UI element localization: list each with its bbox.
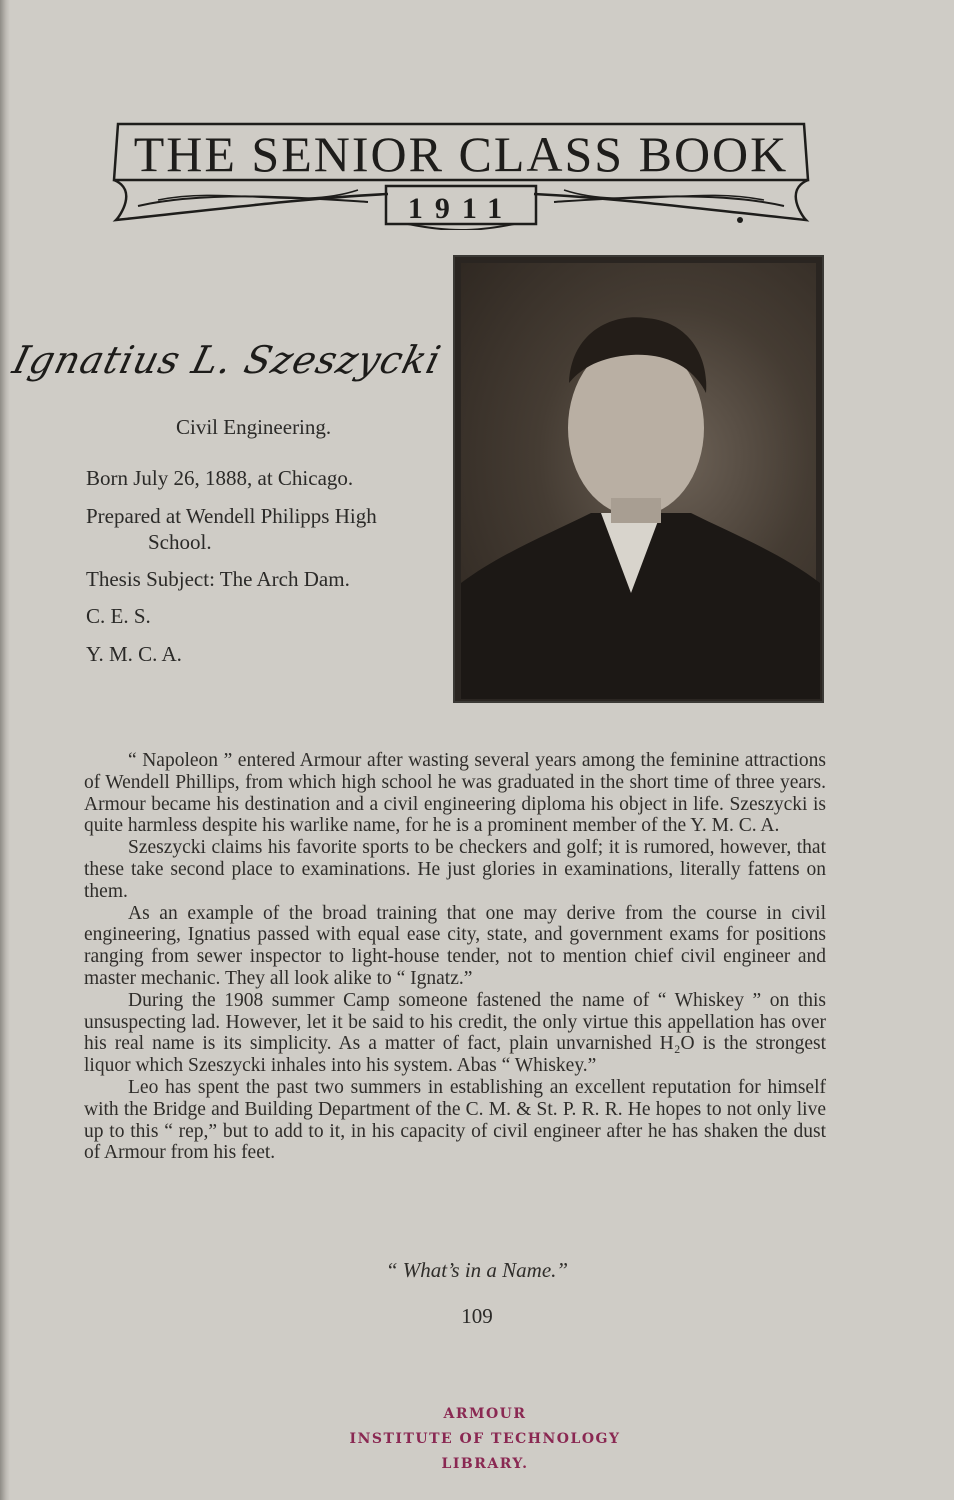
- portrait-photo: [453, 255, 824, 703]
- signature-text: Ignatius L. Szeszycki: [8, 338, 446, 382]
- bio-paragraph-3: As an example of the broad training that one may derive from the course in civil engineering, Ignatius passed with equal ease city, state, and government exams for positions ranging from sewer inspector to light-house tender, not to mention chief civil engineer and master mechanic. They all look alike to “ Ignatz.”: [84, 902, 826, 989]
- page-number: 109: [461, 1304, 493, 1328]
- bio-paragraph-5: Leo has spent the past two summers in establishing an excellent reputation for himself with the Bridge and Building Department of the C. M. & St. P. R. R. He hopes to not only live up to this “ rep,” but to add to it, in his capacity of civil engineer after he has shaken the dust of Armour from his feet.: [84, 1076, 826, 1164]
- stamp-line-3: LIBRARY.: [441, 1456, 529, 1472]
- portrait-image: [461, 263, 816, 695]
- book-year: 1911: [407, 192, 515, 225]
- prepared-school: [86, 503, 377, 555]
- portrait-silhouette: [461, 263, 820, 699]
- organization-ces: C. E. S.: [86, 604, 151, 628]
- bio-paragraph-2: Szeszycki claims his favorite sports to be checkers and golf; it is rumored, however, that these take second place to examinations. He just glories in examinations, literally fattens on them.: [84, 837, 826, 902]
- department: Civil Engineering.: [176, 415, 332, 439]
- prepared-line-1: Prepared at Wendell Philipps High: [86, 504, 377, 528]
- signature: [4, 320, 444, 400]
- stamp-line-2: INSTITUTE OF TECHNOLOGY: [349, 1431, 621, 1447]
- thesis-subject: Thesis Subject: The Arch Dam.: [86, 567, 350, 591]
- birth-info: Born July 26, 1888, at Chicago.: [86, 466, 354, 490]
- bio-paragraph-4: During the 1908 summer Camp someone fastened the name of “ Whiskey ” on this unsuspecting lad. However, let it be said to his credit, the only virtue this appellation has over his real name is its simplicity. As a matter of fact, plain unvarnished H₂O is the strongest liquor which Szeszycki inhales into his system. Abas “ Whiskey.”: [84, 989, 826, 1077]
- organization-ymca: Y. M. C. A.: [86, 642, 182, 666]
- book-title: THE SENIOR CLASS BOOK: [133, 126, 789, 182]
- biography-text: [84, 750, 826, 1164]
- header-banner: [108, 120, 814, 230]
- stamp-line-1: ARMOUR: [443, 1406, 527, 1422]
- bio-paragraph-1: “ Napoleon ” entered Armour after wasting several years among the feminine attractions of Wendell Phillips, from which high school he was graduated in the short time of three years. Armour became his destination and a civil engineering diploma his object in life. Szeszycki is quite harmless despite his warlike name, for he is a prominent member of the Y. M. C. A.: [84, 750, 826, 837]
- closing-quote: “ What’s in a Name.”: [385, 1258, 569, 1282]
- prepared-line-2: School.: [148, 530, 212, 554]
- library-stamp: [330, 1402, 640, 1477]
